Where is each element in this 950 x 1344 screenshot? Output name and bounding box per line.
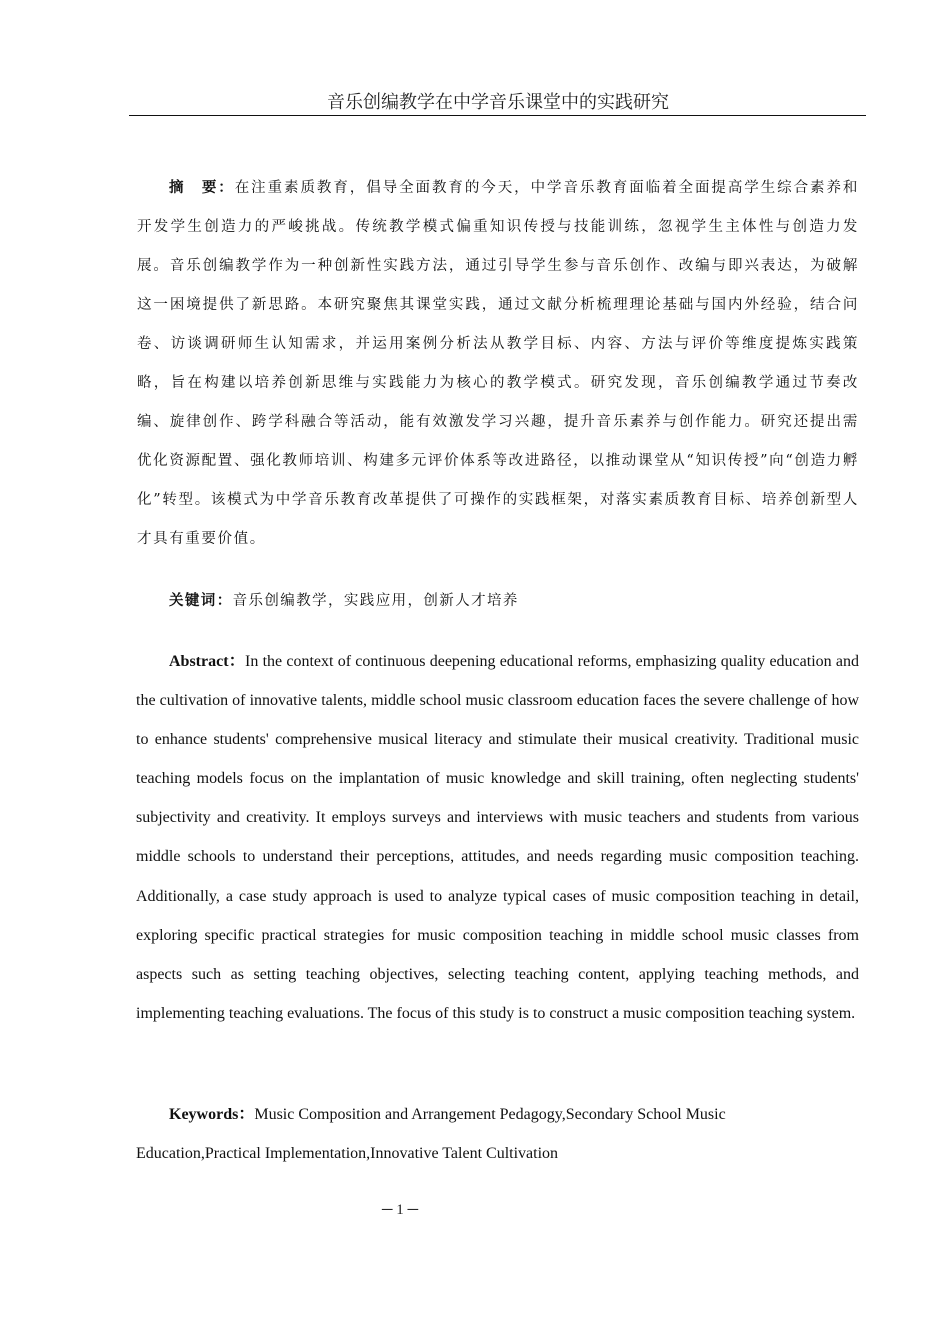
chinese-keywords — [137, 581, 859, 621]
chinese-abstract-text: 在注重素质教育，倡导全面教育的今天，中学音乐教育面临着全面提高学生综合素养和开发学生创造力的严峻挑战。传统教学模式偏重知识传授与技能训练，忽视学生主体性与创造力发展。音乐创编教学作为一种创新性实践方法，通过引导学生参与音乐创作、改编与即兴表达，为破解这一困境提供了新思路。本研究聚焦其课堂实践，通过文献分析梳理理论基础与国内外经验，结合问卷、访谈调研师生认知需求，并运用案例分析法从教学目标、内容、方法与评价等维度提炼实践策略，旨在构建以培养创新思维与实践能力为核心的教学模式。研究发现，音乐创编教学通过节奏改编、旋律创作、跨学科融合等活动，能有效激发学习兴趣，提升音乐素养与创作能力。研究还提出需优化资源配置、强化教师培训、构建多元评价体系等改进路径，以推动课堂从“知识传授”向“创造力孵化”转型。该模式为中学音乐教育改革提供了可操作的实践框架，对落实素质教育目标、培养创新型人才具有重要价值。 — [137, 180, 859, 547]
english-abstract-label: Abstract： — [169, 653, 246, 670]
english-keywords-label: Keywords： — [169, 1106, 255, 1123]
chinese-abstract — [137, 168, 859, 559]
english-abstract — [136, 642, 859, 1033]
chinese-keywords-text: 音乐创编教学，实践应用，创新人才培养 — [232, 593, 519, 609]
page-number: ─ 1 ─ — [381, 1202, 419, 1218]
chinese-abstract-label: 摘 要： — [169, 179, 235, 196]
chinese-keywords-label: 关键词： — [169, 592, 233, 609]
english-abstract-text: In the context of continuous deepening educational reforms, emphasizing quality education and the cultivation of innovative talents, middle school music classroom education faces the severe challenge of how to enhance students' comprehensive musical literacy and stimulate their musical creativity. Traditional music teaching models focus on the implantation of music knowledge and skill training, often neglecting students' subjectivity and creativity. It employs surveys and interviews with music teachers and students from various middle schools to understand their perceptions, attitudes, and needs regarding music composition teaching. Additionally, a case study approach is used to analyze typical cases of music composition teaching in detail, exploring specific practical strategies for music composition teaching in middle school music classes from aspects such as setting teaching objectives, selecting teaching content, applying teaching methods, and implementing teaching evaluations. The focus of this study is to construct a music composition teaching system. — [136, 653, 859, 1022]
english-keywords-text: Music Composition and Arrangement Pedagogy,Secondary School Music Education,Practical Implementation,Innovative Talent Cultivation — [136, 1106, 726, 1162]
running-header-title: 音乐创编教学在中学音乐课堂中的实践研究 — [327, 92, 669, 113]
english-keywords — [136, 1095, 776, 1173]
header-rule — [129, 115, 866, 116]
